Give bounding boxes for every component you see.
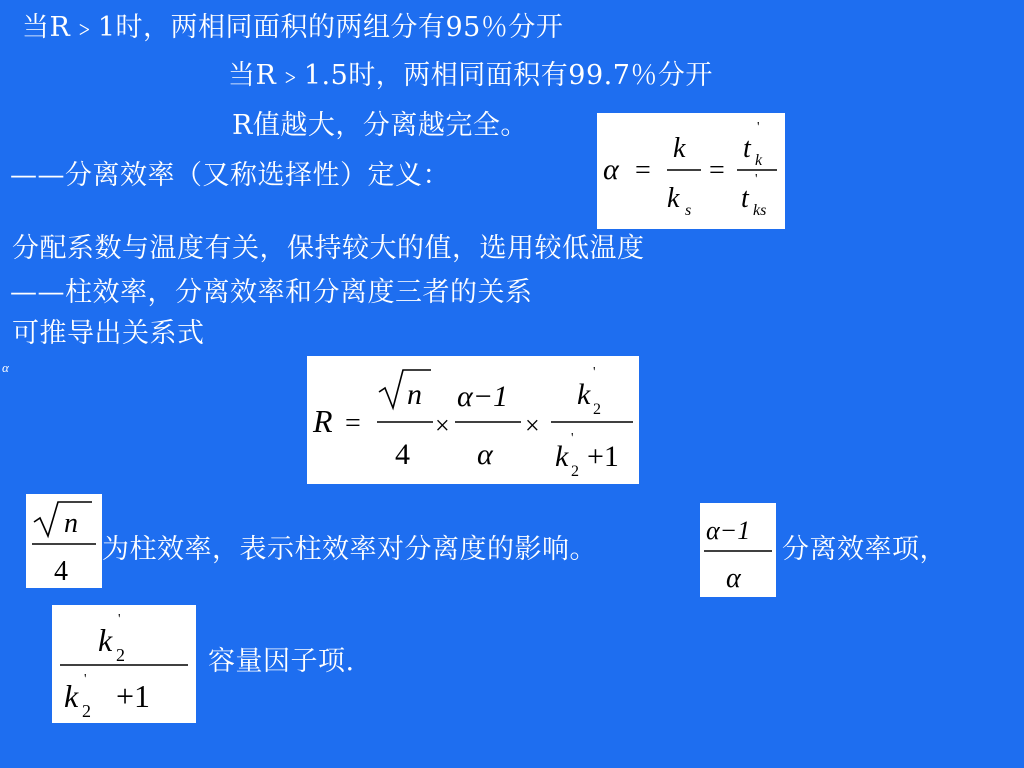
formula-t-denominator: t <box>741 183 749 214</box>
stray-alpha-symbol: α <box>2 360 9 375</box>
formula-column-term <box>26 494 102 588</box>
formula-k-numerator: k <box>577 378 591 411</box>
line-column-efficiency: 为柱效率，表示柱效率对分离度的影响。 <box>102 534 597 565</box>
formula-t-numerator: t <box>743 133 751 164</box>
formula-equals-2: = <box>709 155 725 186</box>
line-separation-term: 分离效率项， <box>782 534 947 565</box>
formula-prime-2: ' <box>755 172 758 187</box>
formula-separation-term <box>700 503 776 597</box>
formula-times-1: × <box>435 411 450 440</box>
formula-four: 4 <box>395 438 410 471</box>
formula-n: n <box>407 378 422 411</box>
formula-k-denominator: k <box>64 678 79 714</box>
formula-r-symbol: R <box>313 403 333 439</box>
formula-ks-denominator: k <box>667 183 680 214</box>
formula-k-subscript-2: 2 <box>82 701 91 721</box>
formula-alpha-definition <box>597 113 785 229</box>
formula-plus-one: +1 <box>116 678 151 714</box>
formula-prime-1: ' <box>593 365 596 380</box>
formula-alpha-denominator: α <box>726 563 741 594</box>
line-derive: 可推导出关系式 <box>12 318 205 349</box>
formula-plus-one: +1 <box>587 440 619 473</box>
formula-times-2: × <box>525 411 540 440</box>
formula-k-denominator: k <box>555 440 569 473</box>
line-relation: ——柱效率，分离效率和分离度三者的关系 <box>10 277 533 308</box>
formula-prime-1: ' <box>118 612 121 627</box>
formula-capacity-term <box>52 605 196 723</box>
formula-tks-subscript: ks <box>753 202 767 219</box>
formula-prime-1: ' <box>757 120 760 135</box>
line-r15: 当R﹥1.5时，两相同面积有99.7％分开 <box>228 60 713 91</box>
formula-k-numerator: k <box>98 622 113 658</box>
formula-resolution <box>307 356 639 484</box>
line-r1: 当R﹥1时，两相同面积的两组分有95％分开 <box>22 12 564 43</box>
formula-alpha-minus-one: α−1 <box>457 380 508 413</box>
formula-prime-2: ' <box>84 672 87 687</box>
formula-prime-2: ' <box>571 431 574 446</box>
formula-four: 4 <box>54 556 68 587</box>
line-sep-definition: ——分离效率（又称选择性）定义： <box>10 160 450 191</box>
formula-alpha-minus-one: α−1 <box>706 516 751 545</box>
formula-equals-1: = <box>635 155 651 186</box>
formula-k-subscript-1: 2 <box>116 645 125 665</box>
formula-tk-subscript: k <box>755 152 763 169</box>
formula-k-subscript-2: 2 <box>571 463 579 480</box>
formula-equals: = <box>345 408 361 439</box>
sqrt-symbol <box>379 370 431 408</box>
formula-alpha-symbol: α <box>603 153 619 186</box>
formula-alpha-denominator: α <box>477 438 493 471</box>
line-r-larger: R值越大，分离越完全。 <box>232 110 528 141</box>
formula-ks-subscript: s <box>685 202 692 219</box>
formula-k-subscript-1: 2 <box>593 401 601 418</box>
formula-k-numerator: k <box>673 133 686 164</box>
line-capacity-term: 容量因子项. <box>208 646 355 677</box>
sqrt-symbol <box>34 502 92 536</box>
line-coeff-temperature: 分配系数与温度有关，保持较大的值，选用较低温度 <box>12 233 645 264</box>
formula-n: n <box>64 508 78 539</box>
